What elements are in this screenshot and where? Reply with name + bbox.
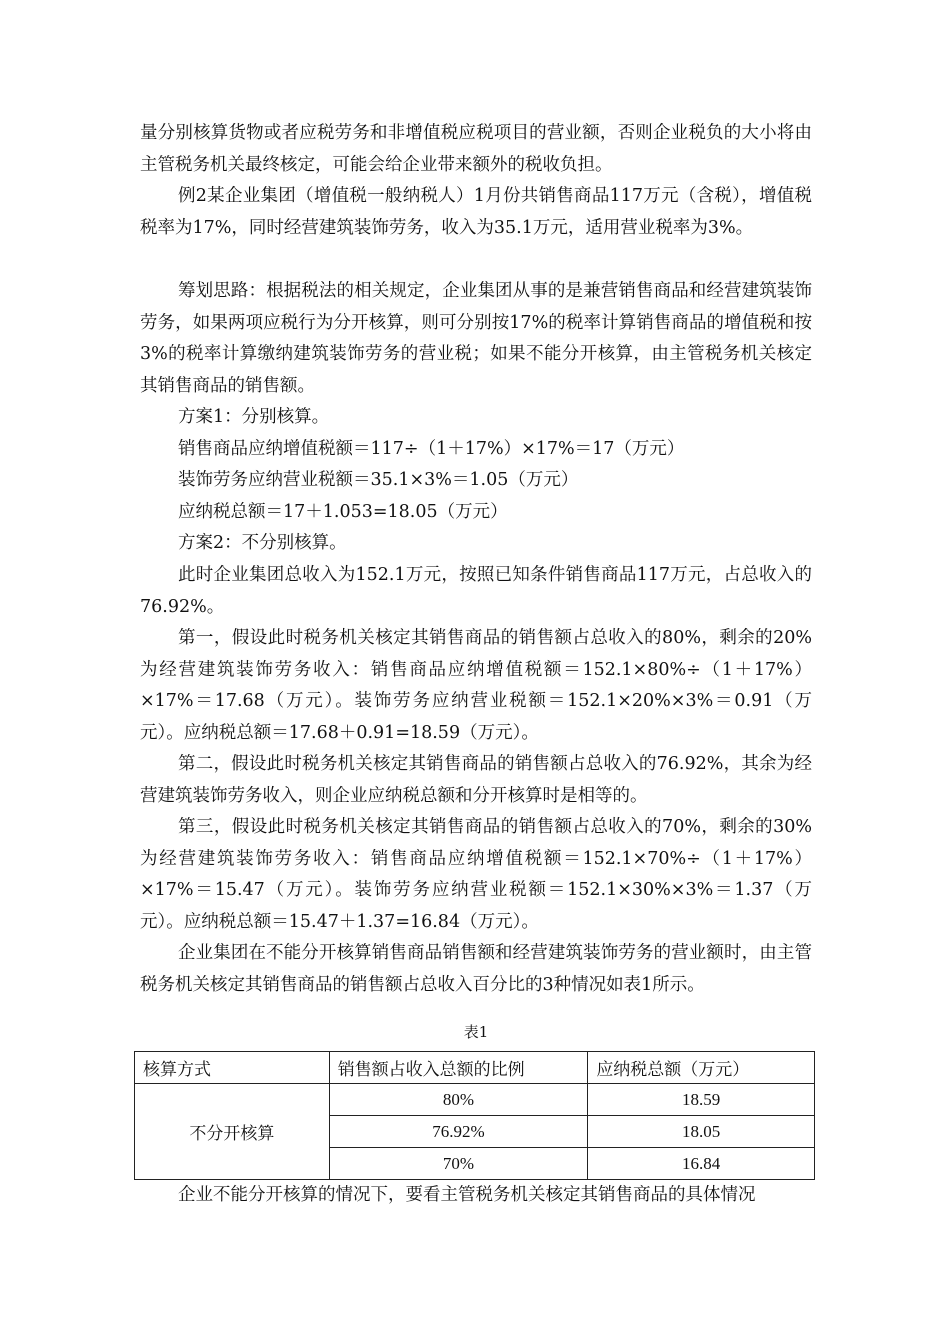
table-header-row xyxy=(135,1052,815,1084)
paragraph-total-income: 此时企业集团总收入为152.1万元，按照已知条件销售商品117万元，占总收入的76.92%。 xyxy=(140,565,812,617)
paragraph-case-second: 第二，假设此时税务机关核定其销售商品的销售额占总收入的76.92%，其余为经营建筑装饰劳务收入，则企业应纳税总额和分开核算时是相等的。 xyxy=(140,754,812,806)
formula-business-tax: 装饰劳务应纳营业税额＝35.1×3%＝1.05（万元） xyxy=(178,470,579,490)
paragraph-plan-2: 方案2：不分别核算。 xyxy=(178,533,347,553)
header-ratio: 销售额占收入总额的比例 xyxy=(329,1052,588,1084)
table-row xyxy=(135,1084,815,1116)
total-cell: 16.84 xyxy=(588,1148,815,1180)
paragraph-planning-idea: 筹划思路：根据税法的相关规定，企业集团从事的是兼营销售商品和经营建筑装饰劳务，如果两项应税行为分开核算，则可分别按17%的税率计算销售商品的增值税和按3%的税率计算缴纳建筑装饰劳务的营业税；如果不能分开核算，由主管税务机关核定其销售商品的销售额。 xyxy=(140,281,812,396)
paragraph-after-table: 企业不能分开核算的情况下，要看主管税务机关核定其销售商品的具体情况 xyxy=(178,1185,756,1205)
ratio-cell: 76.92% xyxy=(329,1116,588,1148)
total-cell: 18.59 xyxy=(588,1084,815,1116)
tax-comparison-table xyxy=(134,1051,815,1180)
header-method: 核算方式 xyxy=(135,1052,330,1084)
paragraph-case-third: 第三，假设此时税务机关核定其销售商品的销售额占总收入的70%，剩余的30%为经营建筑装饰劳务收入：销售商品应纳增值税额＝152.1×70%÷（1＋17%）×17%＝15.47（万元）。装饰劳务应纳营业税额＝152.1×30%×3%＝1.37（万元）。应纳税总额＝15.47＋1.37=16.84（万元）。 xyxy=(140,817,812,932)
formula-vat: 销售商品应纳增值税额＝117÷（1＋17%）×17%＝17（万元） xyxy=(178,439,685,459)
ratio-cell: 80% xyxy=(329,1084,588,1116)
paragraph-case-first: 第一，假设此时税务机关核定其销售商品的销售额占总收入的80%，剩余的20%为经营建筑装饰劳务收入：销售商品应纳增值税额＝152.1×80%÷（1＋17%）×17%＝17.68（万元）。装饰劳务应纳营业税额＝152.1×20%×3%＝0.91（万元）。应纳税总额＝17.68＋0.91=18.59（万元）。 xyxy=(140,628,812,743)
formula-total-tax: 应纳税总额＝17＋1.053=18.05（万元） xyxy=(178,502,508,522)
paragraph-example-2: 例2某企业集团（增值税一般纳税人）1月份共销售商品117万元（含税），增值税税率为17%，同时经营建筑装饰劳务，收入为35.1万元，适用营业税率为3%。 xyxy=(140,186,812,238)
paragraph-plan-1: 方案1：分别核算。 xyxy=(178,407,330,427)
paragraph-1: 量分别核算货物或者应税劳务和非增值税应税项目的营业额，否则企业税负的大小将由主管税务机关最终核定，可能会给企业带来额外的税收负担。 xyxy=(140,123,812,175)
total-cell: 18.05 xyxy=(588,1116,815,1148)
ratio-cell: 70% xyxy=(329,1148,588,1180)
header-total-tax: 应纳税总额（万元） xyxy=(588,1052,815,1084)
paragraph-summary: 企业集团在不能分开核算销售商品销售额和经营建筑装饰劳务的营业额时，由主管税务机关核定其销售商品的销售额占总收入百分比的3种情况如表1所示。 xyxy=(140,943,812,995)
method-cell: 不分开核算 xyxy=(135,1084,330,1180)
table-caption: 表1 xyxy=(463,1023,489,1041)
